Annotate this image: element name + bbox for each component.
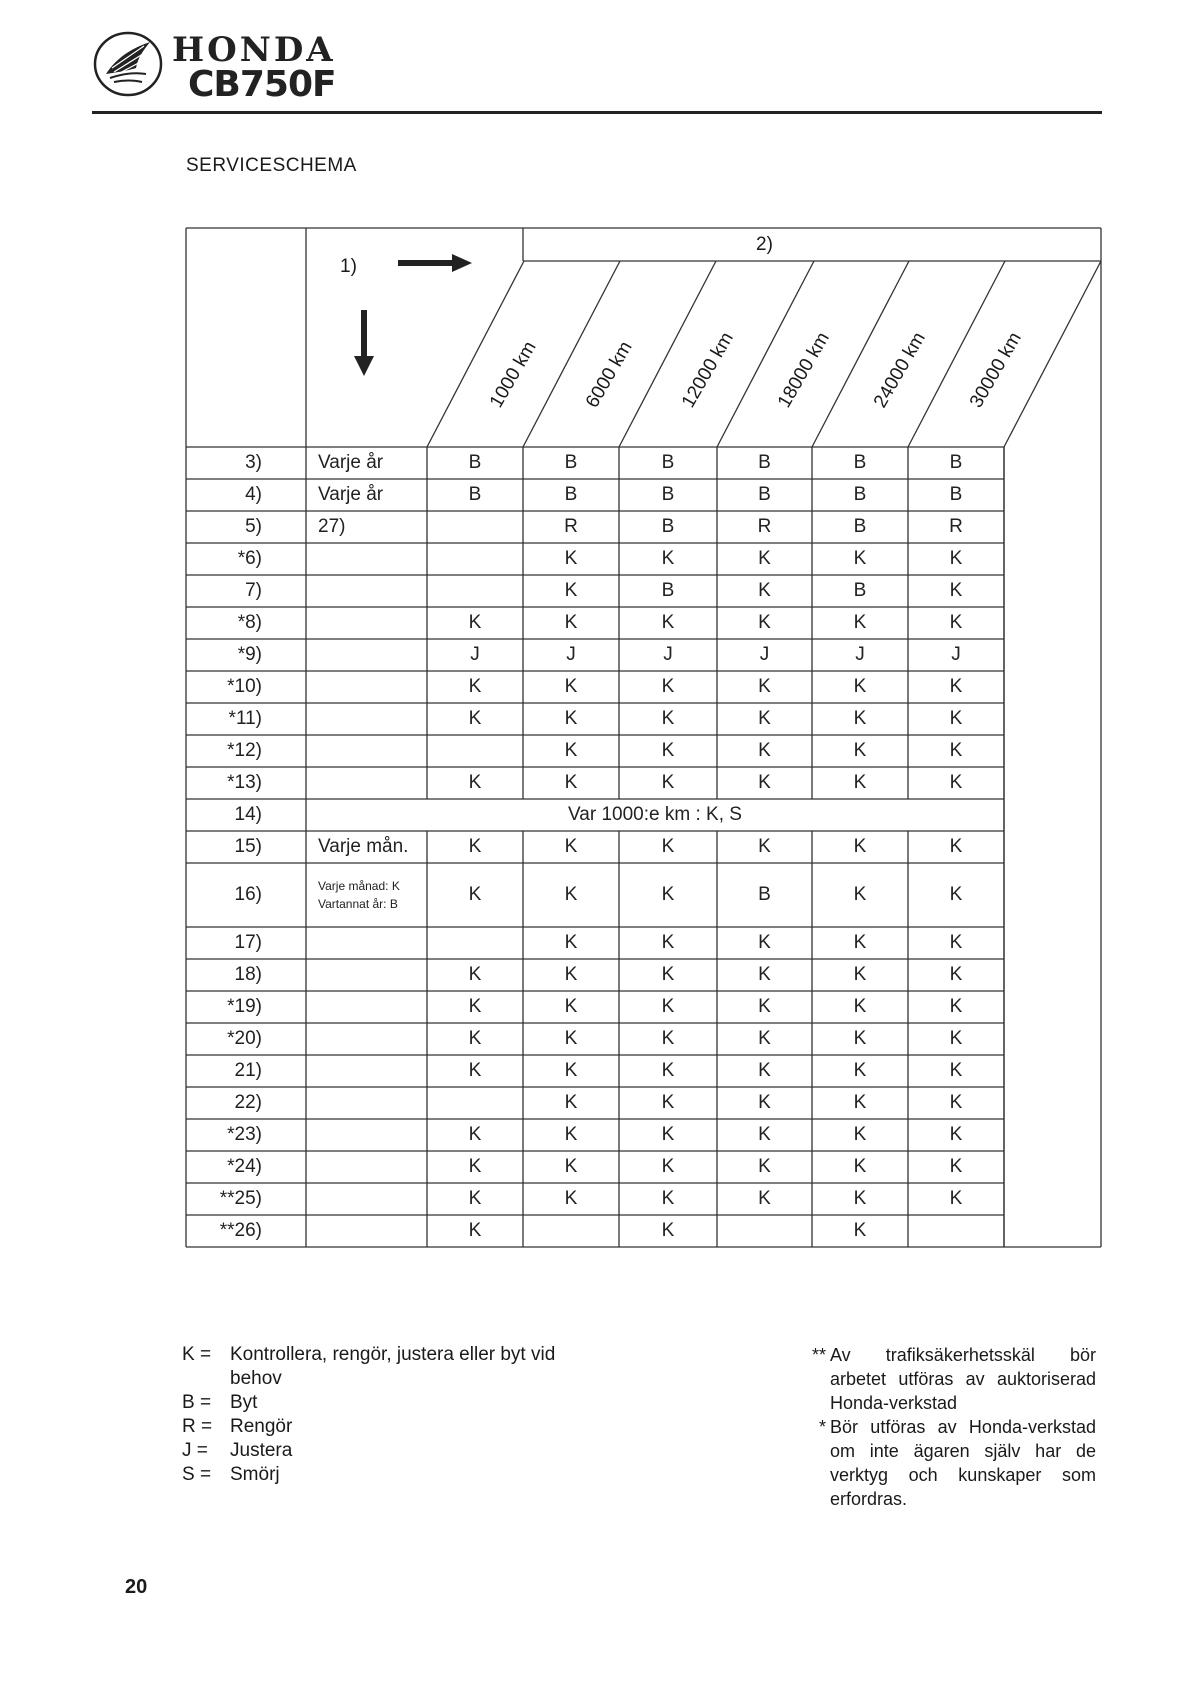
row-interval [306,607,427,639]
schedule-cell: B [758,452,771,473]
row-number: 4) [245,484,262,505]
schedule-cell: K [468,1060,482,1081]
schedule-cell: K [661,996,675,1017]
interval-header-4: 18000 km [773,328,834,412]
schedule-cell: K [661,612,675,633]
schedule-cell: K [468,1124,482,1145]
schedule-cell: K [564,964,578,985]
schedule-cell: K [949,932,963,953]
schedule-cell: K [758,836,771,857]
schedule-cell: K [564,580,578,601]
grid-line [1004,261,1101,447]
schedule-cell: K [758,1028,771,1049]
row-number: *24) [227,1156,262,1177]
schedule-cell: K [758,1092,771,1113]
schedule-cell: J [470,644,480,665]
schedule-cell [427,927,523,959]
legend-item [182,1391,590,1415]
schedule-cell: K [564,1188,578,1209]
schedule-cell: K [758,676,771,697]
row-interval [306,863,427,927]
schedule-cell [427,1087,523,1119]
header-label-1: 1) [340,256,357,277]
schedule-cell: B [853,516,867,537]
row-interval: Varje mån. [318,836,409,857]
row-number: *20) [227,1028,262,1049]
row-interval [306,1151,427,1183]
schedule-cell: K [564,1156,578,1177]
schedule-cell: K [949,708,963,729]
footnote-mark: ** [811,1345,826,1365]
schedule-cell: B [758,484,771,505]
schedule-cell: K [853,1156,867,1177]
schedule-cell: K [758,932,771,953]
schedule-cell: K [564,932,578,953]
legend-key: B = [182,1392,212,1413]
schedule-cell: K [949,996,963,1017]
schedule-cell: K [949,612,963,633]
footnote [800,1343,1096,1415]
legend-key: R = [182,1416,213,1437]
grid-line [812,261,909,447]
schedule-cell: K [853,932,867,953]
legend-description: Kontrollera, rengör, justera eller byt vid behov [230,1344,556,1389]
schedule-cell: K [758,612,771,633]
footnote-text: Av trafiksäkerhetsskäl bör arbetet utföras av auktoriserad Honda-verkstad [830,1345,1096,1413]
row-number: *6) [237,548,262,569]
section-title: SERVICESCHEMA [186,155,357,176]
schedule-cell: K [661,708,675,729]
row-interval [306,671,427,703]
row-interval-line: Varje månad: K [318,879,400,893]
schedule-cell: K [758,580,771,601]
row-number: **25) [219,1188,262,1209]
schedule-cell: K [949,964,963,985]
schedule-cell: K [853,964,867,985]
span-note: Var 1000:e km : K, S [568,804,742,825]
schedule-cell: K [564,676,578,697]
schedule-cell: K [661,836,675,857]
grid-line [908,261,1005,447]
footnote-mark: * [818,1417,826,1437]
schedule-cell: K [853,1220,867,1241]
model-name: CB750F [188,64,336,105]
schedule-cell: K [564,836,578,857]
row-interval [306,959,427,991]
schedule-cell: K [949,676,963,697]
schedule-cell: K [661,1028,675,1049]
schedule-cell: K [758,964,771,985]
row-interval [306,991,427,1023]
row-interval [306,1087,427,1119]
row-interval: 27) [318,516,346,537]
schedule-cell: B [949,484,963,505]
schedule-cell: R [949,516,963,537]
schedule-cell: K [949,740,963,761]
schedule-cell: K [853,740,867,761]
legend-item [182,1439,590,1463]
schedule-cell: K [949,772,963,793]
schedule-cell: K [468,1220,482,1241]
schedule-cell: B [661,484,675,505]
schedule-cell: J [663,644,673,665]
row-number: 16) [234,884,262,905]
schedule-cell: K [853,1092,867,1113]
schedule-cell: B [758,884,771,905]
row-interval-line: Vartannat år: B [318,897,398,911]
schedule-cell: K [564,1124,578,1145]
schedule-cell: K [564,1028,578,1049]
schedule-cell: K [564,708,578,729]
row-interval [306,767,427,799]
row-interval [306,927,427,959]
schedule-cell: K [468,1156,482,1177]
schedule-cell: K [564,612,578,633]
schedule-cell: K [468,996,482,1017]
schedule-cell: K [661,1220,675,1241]
schedule-cell: B [661,580,675,601]
schedule-cell [523,1215,619,1247]
schedule-cell: K [661,548,675,569]
schedule-cell: K [853,1188,867,1209]
row-interval [306,1183,427,1215]
schedule-cell: B [468,452,482,473]
schedule-cell: B [661,452,675,473]
legend-item [182,1415,590,1439]
schedule-cell: R [564,516,578,537]
row-number: *8) [237,612,262,633]
legend-description: Byt [230,1392,258,1413]
schedule-cell: K [468,1028,482,1049]
schedule-cell: K [758,1124,771,1145]
schedule-cell: K [468,964,482,985]
schedule-cell: B [564,452,578,473]
row-interval [306,1215,427,1247]
legend [182,1343,590,1487]
schedule-cell: K [853,612,867,633]
schedule-cell: K [564,740,578,761]
interval-header-5: 24000 km [869,328,930,412]
schedule-cell: B [853,452,867,473]
arrow-right-icon [396,254,476,274]
page-number: 20 [125,1576,148,1598]
schedule-cell: K [853,1060,867,1081]
row-interval [306,1023,427,1055]
schedule-cell: B [661,516,675,537]
legend-item [182,1343,590,1391]
schedule-cell: K [758,996,771,1017]
row-interval [306,703,427,735]
row-interval: Varje år [318,484,384,505]
row-interval [306,1119,427,1151]
schedule-cell: K [853,708,867,729]
schedule-cell: K [661,1188,675,1209]
arrow-down-icon [354,308,374,378]
schedule-cell: J [855,644,865,665]
row-interval [306,1055,427,1087]
row-interval [306,575,427,607]
schedule-cell: B [853,580,867,601]
schedule-cell: K [949,548,963,569]
row-number: 15) [234,836,262,857]
schedule-cell: K [661,1156,675,1177]
schedule-cell: K [468,884,482,905]
schedule-cell: K [661,740,675,761]
row-number: *10) [227,676,262,697]
schedule-cell: K [853,836,867,857]
schedule-cell: K [853,548,867,569]
schedule-cell [427,735,523,767]
schedule-cell [717,1215,812,1247]
row-number: 17) [234,932,262,953]
schedule-cell: K [564,884,578,905]
legend-description: Justera [230,1440,293,1461]
schedule-cell: K [468,1188,482,1209]
schedule-cell: K [661,1092,675,1113]
schedule-cell: K [949,1156,963,1177]
schedule-cell: J [566,644,576,665]
schedule-cell: J [759,644,770,665]
schedule-cell [908,1215,1004,1247]
schedule-cell: B [564,484,578,505]
schedule-cell: K [758,740,771,761]
schedule-cell: K [758,548,771,569]
schedule-cell: K [564,548,578,569]
schedule-cell: K [468,612,482,633]
legend-key: S = [182,1464,212,1485]
schedule-cell: K [949,1028,963,1049]
schedule-cell: K [853,772,867,793]
schedule-cell: K [758,1060,771,1081]
schedule-cell: K [661,1124,675,1145]
schedule-cell: K [468,836,482,857]
grid-line [717,261,814,447]
schedule-cell: K [853,1124,867,1145]
interval-header-6: 30000 km [965,328,1026,412]
schedule-cell: K [661,1060,675,1081]
schedule-cell: K [468,676,482,697]
schedule-cell: K [949,1188,963,1209]
footnote-text: Bör utföras av Honda-verkstad om inte ägaren själv har de verktyg och kunskaper som erfordras. [830,1417,1096,1509]
row-number: *13) [227,772,262,793]
row-number: *11) [228,708,262,729]
interval-header-2: 6000 km [581,337,637,412]
row-number: **26) [219,1220,262,1241]
header-label-2: 2) [756,234,773,255]
schedule-cell: J [951,644,961,665]
interval-header-3: 12000 km [677,328,738,412]
row-number: *19) [227,996,262,1017]
schedule-cell: K [949,1124,963,1145]
row-number: 22) [234,1092,262,1113]
schedule-cell: K [564,1092,578,1113]
schedule-cell: K [468,708,482,729]
interval-header-1: 1000 km [485,337,541,412]
schedule-cell: K [949,884,963,905]
schedule-cell: K [564,1060,578,1081]
schedule-cell: K [661,964,675,985]
schedule-cell: B [468,484,482,505]
schedule-cell: K [853,996,867,1017]
schedule-cell: K [661,772,675,793]
legend-key: J = [182,1440,208,1461]
schedule-cell: K [949,580,963,601]
legend-key: K = [182,1344,212,1365]
row-number: 7) [245,580,262,601]
schedule-cell [427,575,523,607]
grid-line [427,261,524,447]
brand-name: HONDA [172,30,336,70]
schedule-cell: B [949,452,963,473]
row-interval [306,543,427,575]
row-number: 18) [234,964,262,985]
schedule-cell: K [468,772,482,793]
schedule-cell: K [758,1156,771,1177]
schedule-cell: K [949,836,963,857]
schedule-cell: K [758,772,771,793]
row-number: *23) [227,1124,262,1145]
row-interval [306,639,427,671]
schedule-cell: K [661,932,675,953]
schedule-cell: K [758,708,771,729]
schedule-cell: K [661,676,675,697]
row-number: 21) [234,1060,262,1081]
row-number: 3) [245,452,262,473]
legend-item [182,1463,590,1487]
row-number: 14) [234,804,262,825]
row-number: *12) [227,740,262,761]
schedule-cell: B [853,484,867,505]
footnote [800,1415,1096,1511]
schedule-cell: K [949,1092,963,1113]
schedule-cell [427,511,523,543]
schedule-cell: K [949,1060,963,1081]
row-interval [306,735,427,767]
row-interval: Varje år [318,452,384,473]
legend-notes [800,1343,1096,1511]
row-number: *9) [237,644,262,665]
legend-description: Rengör [230,1416,293,1437]
schedule-cell: K [853,884,867,905]
schedule-cell: K [564,996,578,1017]
schedule-cell: K [661,884,675,905]
legend-description: Smörj [230,1464,280,1485]
schedule-cell [427,543,523,575]
schedule-cell: K [758,1188,771,1209]
schedule-cell: K [853,1028,867,1049]
schedule-cell: K [564,772,578,793]
schedule-cell: R [757,516,772,537]
row-number: 5) [245,516,262,537]
schedule-cell: K [853,676,867,697]
